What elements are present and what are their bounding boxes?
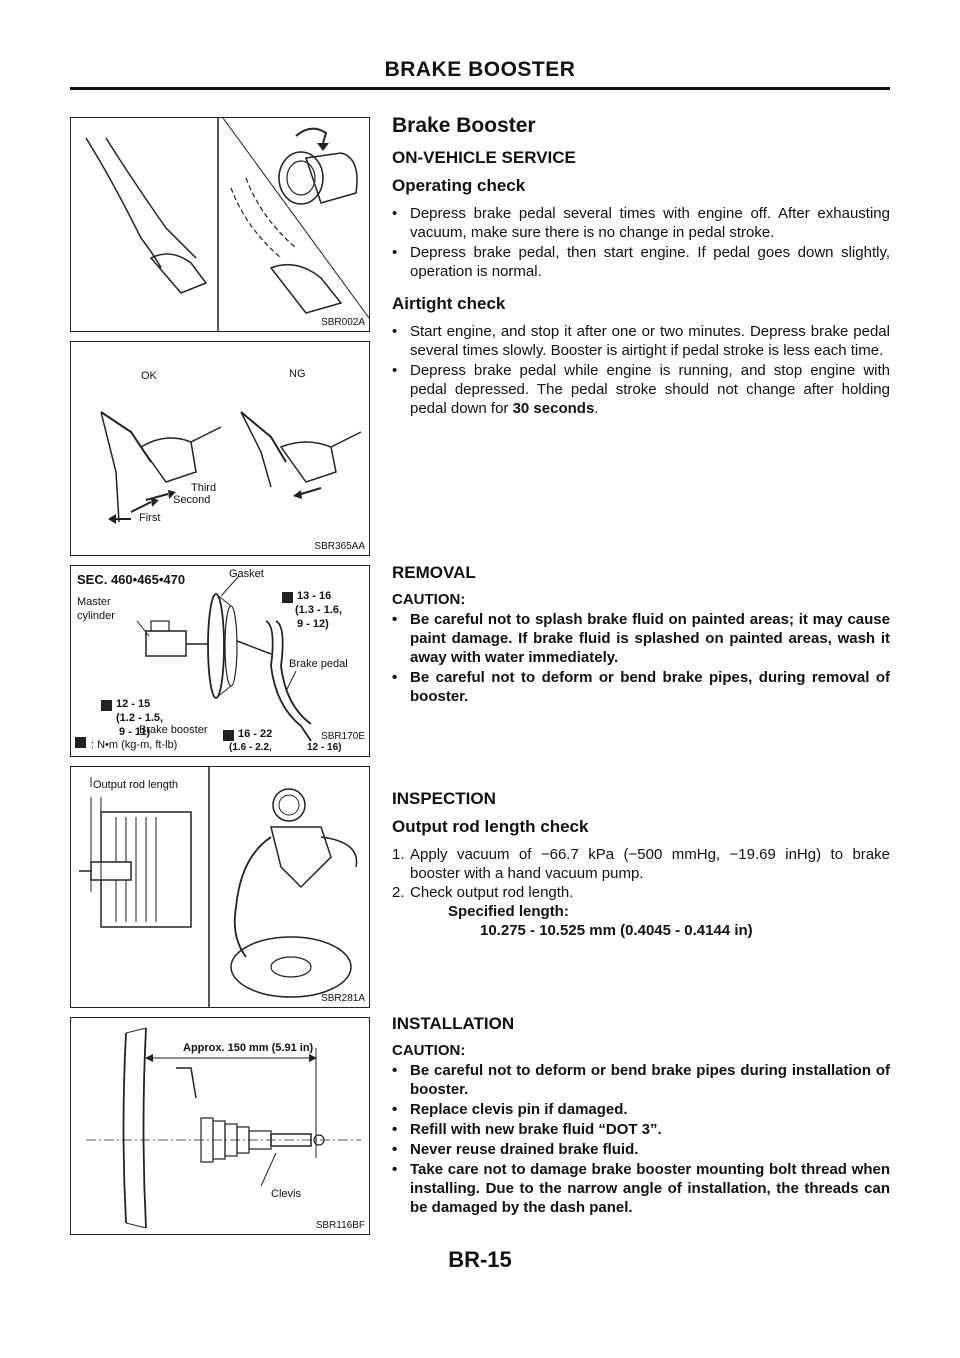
page-header-title: BRAKE BOOSTER — [384, 58, 576, 81]
section-removal — [392, 563, 890, 707]
list-item — [392, 883, 890, 902]
figure-code: SBR170E — [321, 731, 365, 742]
label-torque-1b: (1.3 - 1.6, — [295, 604, 343, 616]
list-item: • Take care not to damage brake booster mounting bolt thread when installing. Due to the narrow angle of installation, the threads can be damaged by the dash panel. — [392, 1160, 890, 1217]
list-item — [392, 845, 890, 883]
label-cylinder: cylinder — [77, 610, 115, 622]
figure-code: SBR116BF — [315, 1220, 365, 1231]
label-brake-booster: Brake booster — [139, 724, 208, 736]
figure-code: SBR002A — [321, 317, 365, 328]
spec-value: 10.275 - 10.525 mm (0.4045 - 0.4144 in) — [480, 922, 753, 939]
spec-label: Specified length: — [448, 903, 569, 920]
airtight-item2-end: . — [594, 400, 599, 417]
label-ok: OK — [141, 370, 157, 382]
installation-list — [392, 1061, 890, 1217]
section-on-vehicle-service — [392, 114, 890, 419]
airtight-check-heading: Airtight check — [392, 294, 506, 313]
airtight-item2-text: Depress brake pedal while engine is running, and stop engine with pedal depressed. The pedal stroke should not change after holding pedal down for — [410, 362, 890, 417]
removal-list — [392, 610, 890, 706]
label-gasket: Gasket — [229, 568, 264, 580]
label-torque-1c: 9 - 12) — [297, 618, 329, 630]
installation-caution: CAUTION: — [392, 1042, 466, 1059]
label-torque-2c: 9 - 11) — [119, 726, 151, 738]
list-item: • Be careful not to deform or bend brake pipes, during removal of booster. — [392, 668, 890, 706]
figure-airtight-check — [70, 341, 370, 556]
operating-check-illustration — [71, 118, 369, 331]
step-number: 2. — [392, 884, 405, 901]
list-item: • Be careful not to splash brake fluid on painted areas; it may cause paint damage. If brake fluid is splashed on painted areas, wash it away with water immediately. — [392, 610, 890, 667]
label-second: Second — [173, 494, 211, 506]
step-text: Check output rod length. — [410, 884, 574, 901]
label-sec: SEC. 460•465•470 — [77, 572, 186, 587]
label-ng: NG — [289, 368, 306, 380]
figure-code: SBR365AA — [314, 541, 365, 552]
list-item: • Depress brake pedal, then start engine. If pedal goes down slightly, operation is normal. — [392, 243, 890, 281]
section-inspection — [392, 789, 890, 940]
list-item: • Replace clevis pin if damaged. — [392, 1100, 890, 1119]
step-text: Apply vacuum of −66.7 kPa (−500 mmHg, −19.69 inHg) to brake booster with a hand vacuum pump. — [410, 846, 890, 882]
label-torque-3c: 12 - 16) — [307, 742, 342, 753]
inspection-illustration — [71, 767, 369, 1007]
airtight-item2-duration: 30 seconds — [512, 400, 595, 417]
airtight-check-illustration — [71, 342, 369, 555]
list-item: • Refill with new brake fluid “DOT 3”. — [392, 1120, 890, 1139]
label-unit: : N•m (kg-m, ft-lb) — [91, 739, 178, 751]
label-clevis: Clevis — [271, 1188, 301, 1200]
section-title: Brake Booster — [392, 114, 536, 137]
list-item: • Start engine, and stop it after one or two minutes. Depress brake pedal several times slowly. Booster is airtight if pedal stroke is less each time. — [392, 322, 890, 360]
list-item — [392, 361, 890, 418]
label-torque-2b: (1.2 - 1.5, — [116, 712, 164, 724]
label-third: Third — [191, 482, 217, 494]
page-number: BR-15 — [448, 1247, 512, 1272]
label-torque-1a: 13 - 16 — [297, 590, 332, 602]
figure-inspection — [70, 766, 370, 1008]
removal-caution: CAUTION: — [392, 591, 466, 608]
section-installation — [392, 1014, 890, 1218]
figure-installation — [70, 1017, 370, 1235]
label-torque-3b: (1.6 - 2.2, — [229, 742, 272, 753]
inspection-steps — [392, 845, 890, 902]
output-rod-heading: Output rod length check — [392, 817, 589, 836]
removal-heading: REMOVAL — [392, 563, 476, 582]
airtight-check-list — [392, 322, 890, 418]
list-item: • Be careful not to deform or bend brake pipes during installation of booster. — [392, 1061, 890, 1099]
list-item: • Depress brake pedal several times with engine off. After exhausting vacuum, make sure there is no change in pedal stroke. — [392, 204, 890, 242]
header-rule — [70, 87, 890, 90]
label-master: Master — [77, 596, 111, 608]
list-item: • Never reuse drained brake fluid. — [392, 1140, 890, 1159]
figure-operating-check — [70, 117, 370, 332]
label-torque-3a: 16 - 22 — [238, 728, 273, 740]
label-output-rod: Output rod length — [93, 779, 179, 791]
label-first: First — [139, 512, 161, 524]
figure-code: SBR281A — [321, 993, 365, 1004]
label-brake-pedal: Brake pedal — [289, 658, 348, 670]
label-torque-2a: 12 - 15 — [116, 698, 151, 710]
label-approx: Approx. 150 mm (5.91 in) — [183, 1042, 314, 1054]
figure-removal — [70, 565, 370, 757]
operating-check-list — [392, 204, 890, 281]
step-number: 1. — [392, 846, 405, 863]
operating-check-heading: Operating check — [392, 176, 526, 195]
inspection-heading: INSPECTION — [392, 789, 496, 808]
installation-heading: INSTALLATION — [392, 1014, 515, 1033]
on-vehicle-heading: ON-VEHICLE SERVICE — [392, 148, 576, 167]
